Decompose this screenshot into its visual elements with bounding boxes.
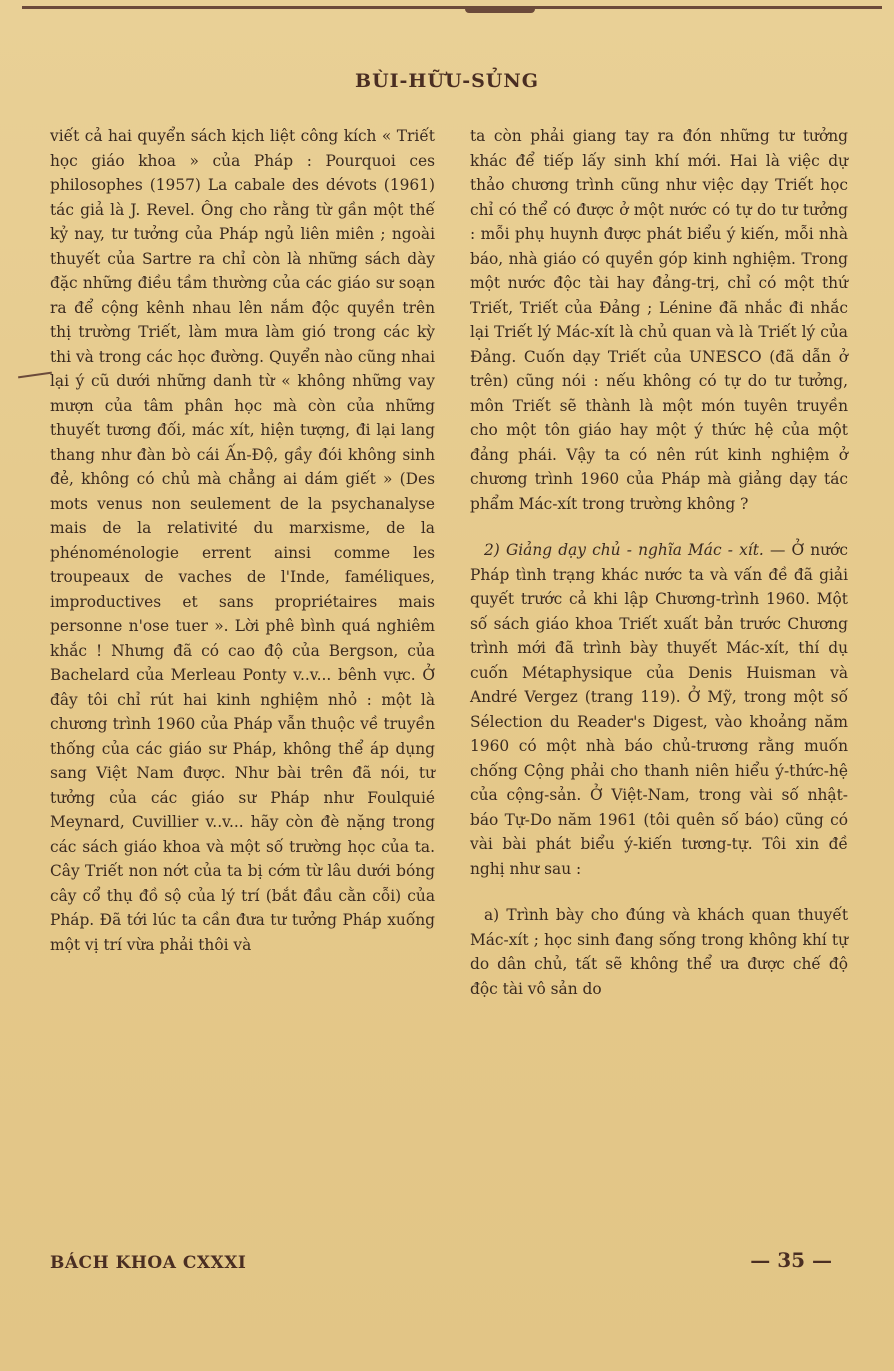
page-number: — 35 —	[750, 1248, 832, 1272]
left-column	[50, 124, 435, 957]
right-paragraph-1: ta còn phải giang tay ra đón những tư tưởng khác để tiếp lấy sinh khí mới. Hai là việc dự thảo chương trình cũng như việc dạy Triết học chỉ có thể có được ở một nước có tự do tư tưởng : mỗi phụ huynh được phát biểu ý kiến, mỗi nhà báo, nhà giáo có quyền góp kinh nghiệm. Trong một nước độc tài hay đảng-trị, chỉ có một thứ Triết, Triết của Đảng ; Lénine đã nhắc đi nhắc lại Triết lý Mác-xít là chủ quan và là Triết lý của Đảng. Cuốn dạy Triết của UNESCO (đã dẫn ở trên) cũng nói : nếu không có tự do tư tưởng, môn Triết sẽ thành là một món tuyên truyền cho một tôn giáo hay một ý thức hệ của một đảng phái. Vậy ta có nên rút kinh nghiệm ở chương trình 1960 của Pháp mà giảng dạy tác phẩm Mác-xít trong trường không ?	[470, 127, 848, 513]
section-body: — Ở nước Pháp tình trạng khác nước ta và vấn đề đã giải quyết trước cả khi lập Chương-trình 1960. Một số sách giáo khoa Triết xuất bản trước Chương trình mới đã trình bày thuyết Mác-xít, thí dụ cuốn Métaphysique của Denis Huisman và André Vergez (trang 119). Ở Mỹ, trong một số Sélection du Reader's Digest, vào khoảng năm 1960 có một nhà báo chủ-trương rằng muốn chống Cộng phải cho thanh niên hiểu ý-thức-hệ của cộng-sản. Ở Việt-Nam, trong vài số nhật-báo Tự-Do năm 1961 (tôi quên số báo) cũng có vài bài phát biểu ý-kiến tương-tự. Tôi xin đề nghị như sau :	[470, 541, 848, 878]
top-rule-mark	[465, 9, 535, 13]
page-header-author: BÙI-HỮU-SỦNG	[355, 70, 539, 92]
right-paragraph-2	[470, 538, 848, 881]
publication-name: BÁCH KHOA CXXXI	[50, 1253, 247, 1273]
right-paragraph-3: a) Trình bày cho đúng và khách quan thuyết Mác-xít ; học sinh đang sống trong không khí tự do dân chủ, tất sẽ không thể ưa được chế độ độc tài vô sản do	[470, 906, 848, 998]
margin-mark	[18, 372, 52, 379]
right-column	[470, 124, 848, 1001]
top-rule	[22, 6, 882, 9]
left-paragraph: viết cả hai quyển sách kịch liệt công kích « Triết học giáo khoa » của Pháp : Pourquoi ces philosophes (1957) La cabale des dévots (1961) tác giả là J. Revel. Ông cho rằng từ gần một thế kỷ nay, tư tưởng của Pháp ngủ liên miên ; ngoài thuyết của Sartre ra chỉ còn là những sách dày đặc những điều tầm thường của các giáo sư soạn ra để cộng kênh nhau lên nắm độc quyền trên thị trường Triết, làm mưa làm gió trong các kỳ thi và trong các học đường. Quyển nào cũng nhai lại ý cũ dưới những danh từ « không những vay mượn của tâm phân học mà còn của những thuyết tương đối, mác xít, hiện tượng, đi lại lang thang như đàn bò cái Ấn-Độ, gầy đói không sinh đẻ, không có chủ mà chẳng ai dám giết » (Des mots venus non seulement de la psychanalyse mais de la relativité du marxisme, de la phénoménologie errent ainsi comme les troupeaux de vaches de l'Inde, faméliques, improductives et sans propriétaires mais personne n'ose tuer ». Lời phê bình quá nghiêm khắc ! Nhưng đã có cao độ của Bergson, của Bachelard của Merleau Ponty v..v... bênh vực. Ở đây tôi chỉ rút hai kinh nghiệm nhỏ : một là chương trình 1960 của Pháp vẫn thuộc về truyền thống của các giáo sư Pháp, không thể áp dụng sang Việt Nam được. Như bài trên đã nói, tư tưởng của các giáo sư Pháp như Foulquié Meynard, Cuvillier v..v... hãy còn đè nặng trong các sách giáo khoa và một số trường học của ta. Cây Triết non nớt của ta bị cớm từ lâu dưới bóng cây cổ thụ đồ sộ của lý trí (bắt đầu cằn cỗi) của Pháp. Đã tới lúc ta cần đưa tư tưởng Pháp xuống một vị trí vừa phải thôi và	[50, 127, 435, 954]
section-title: 2) Giảng dạy chủ - nghĩa Mác - xít.	[484, 541, 764, 559]
